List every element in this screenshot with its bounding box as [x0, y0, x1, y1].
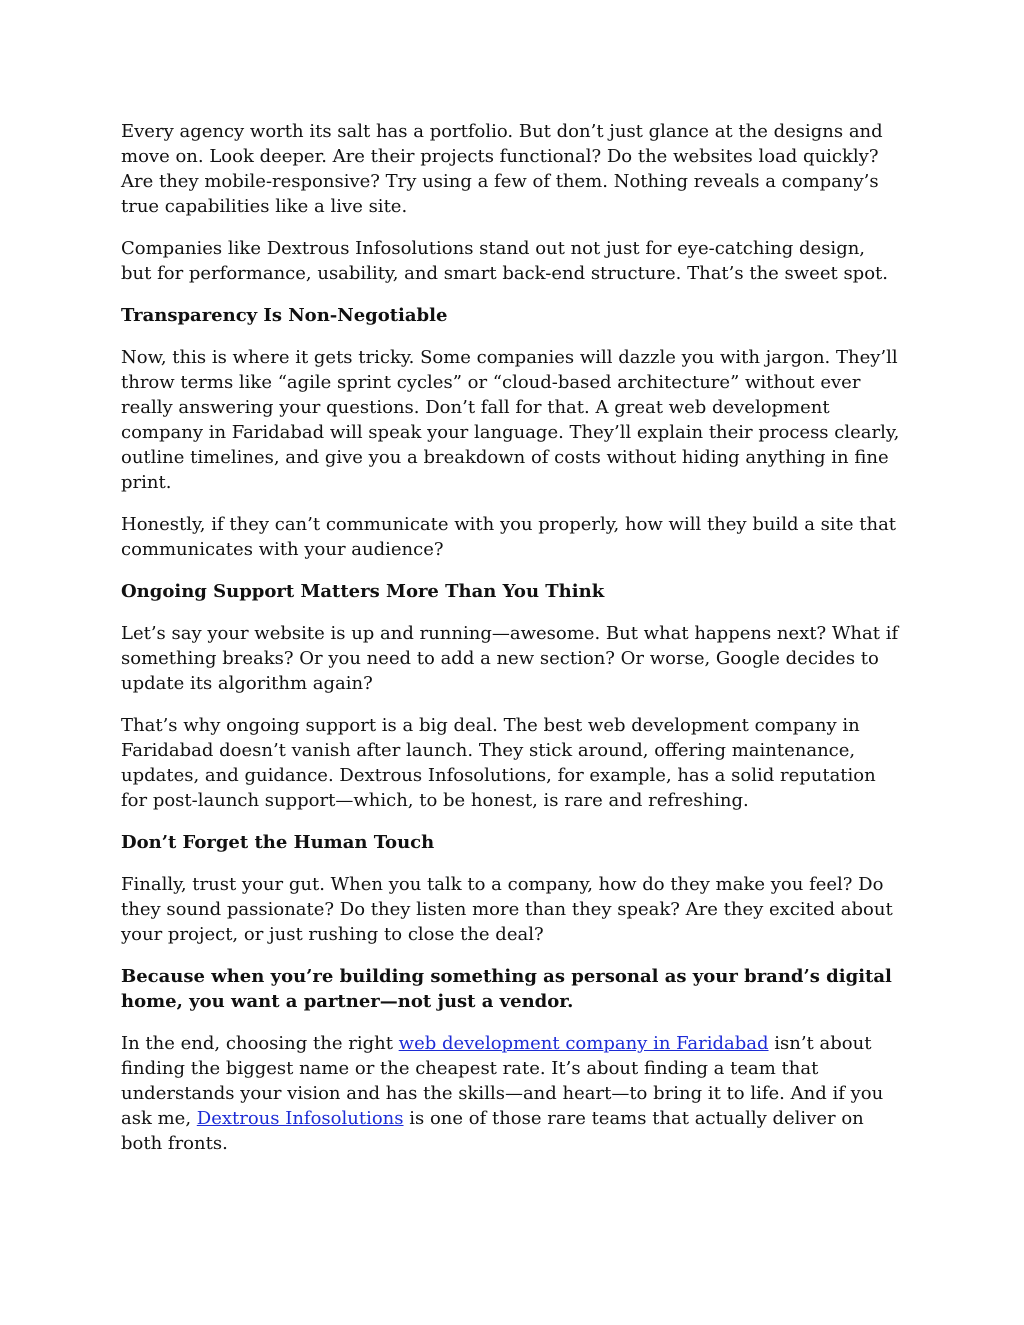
link-dextrous-infosolutions[interactable]: Dextrous Infosolutions — [196, 1108, 404, 1129]
conclusion-text-1: In the end, choosing the right — [121, 1033, 399, 1054]
paragraph-jargon: Now, this is where it gets tricky. Some companies will dazzle you with jargon. They’ll throw terms like “agile sprint cycles” or “cloud-based architecture” without ever really answering your questions. Don’t fall for that. A great web development company in Faridabad will speak your language. They’ll explain their process clearly, outline timelines, and give you a breakdown of costs without hiding anything in fine print. — [121, 347, 900, 493]
heading-transparency: Transparency Is Non-Negotiable — [121, 305, 448, 326]
heading-ongoing-support: Ongoing Support Matters More Than You Think — [121, 581, 605, 602]
document-page — [121, 119, 901, 1173]
paragraph-conclusion — [121, 1031, 901, 1156]
paragraph-support-big-deal: That’s why ongoing support is a big deal. The best web development company in Faridabad doesn’t vanish after launch. They stick around, offering maintenance, updates, and guidance. Dextrous Infosolutions, for example, has a solid reputation for post-launch support—which, to be honest, is rare and refreshing. — [121, 715, 876, 811]
paragraph-dextrous-standout: Companies like Dextrous Infosolutions stand out not just for eye-catching design, but for performance, usability, and smart back-end structure. That’s the sweet spot. — [121, 238, 888, 284]
conclusion-text-3: is one of those rare teams that actually deliver on both fronts. — [121, 1108, 864, 1154]
paragraph-communication: Honestly, if they can’t communicate with you properly, how will they build a site that communicates with your audience? — [121, 514, 897, 560]
conclusion-text-2: isn’t about finding the biggest name or the cheapest rate. It’s about finding a team that understands your vision and has the skills—and heart—to bring it to life. And if you ask me, — [121, 1033, 884, 1129]
heading-human-touch: Don’t Forget the Human Touch — [121, 832, 435, 853]
link-web-development-company[interactable]: web development company in Faridabad — [398, 1033, 769, 1054]
paragraph-portfolio: Every agency worth its salt has a portfolio. But don’t just glance at the designs and move on. Look deeper. Are their projects functional? Do the websites load quickly? Are they mobile-responsive? Try using a few of them. Nothing reveals a company’s true capabilities like a live site. — [121, 121, 883, 217]
paragraph-website-running: Let’s say your website is up and running—awesome. But what happens next? What if something breaks? Or you need to add a new section? Or worse, Google decides to update its algorithm again? — [121, 623, 899, 694]
paragraph-trust-gut: Finally, trust your gut. When you talk to a company, how do they make you feel? Do they sound passionate? Do they listen more than they speak? Are they excited about your project, or just rushing to close the deal? — [121, 874, 893, 945]
paragraph-partner-emphasis: Because when you’re building something as personal as your brand’s digital home, you want a partner—not just a vendor. — [121, 966, 892, 1012]
